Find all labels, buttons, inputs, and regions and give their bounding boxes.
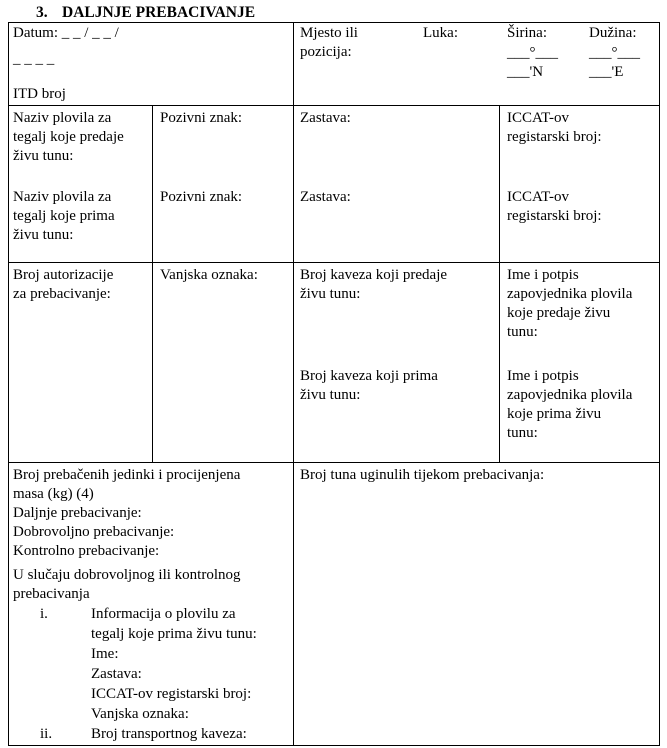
item-i-zastava: Zastava:	[91, 666, 142, 682]
item-ii-marker: ii.	[40, 726, 53, 742]
naziv-predaje-line1: Naziv plovila za	[13, 110, 112, 126]
item-i-vanjska: Vanjska oznaka:	[91, 706, 189, 722]
table-border-bottom	[8, 745, 660, 746]
section-title: DALJNJE PREBACIVANJE	[62, 4, 256, 21]
duzina-minutes: ___'E	[589, 64, 624, 80]
zapovjednik-predaje-line2: zapovjednika plovila	[507, 286, 633, 302]
sirina-degrees: ___°___	[507, 45, 558, 61]
item-i-marker: i.	[40, 606, 48, 622]
mjesto-label: Mjesto ili	[300, 25, 358, 41]
vanjska-oznaka: Vanjska oznaka:	[160, 267, 258, 283]
table-border-top	[8, 22, 660, 23]
section-number: 3.	[36, 4, 48, 21]
center-divider	[293, 22, 294, 746]
table-border-left	[8, 22, 9, 746]
pozicija-label: pozicija:	[300, 44, 352, 60]
zapovjednik-prima-line1: Ime i potpis	[507, 368, 579, 384]
row1-bottom-line	[8, 105, 660, 106]
item-i-line2: tegalj koje prima živu tunu:	[91, 626, 257, 642]
prebaceno-line2: masa (kg) (4)	[13, 486, 94, 502]
pozivni-znak-2: Pozivni znak:	[160, 189, 243, 205]
zapovjednik-prima-line2: zapovjednika plovila	[507, 387, 633, 403]
autorizacija-line2: za prebacivanje:	[13, 286, 111, 302]
itd-label: ITD broj	[13, 86, 66, 102]
pozivni-znak-1: Pozivni znak:	[160, 110, 243, 126]
zastava-2: Zastava:	[300, 189, 351, 205]
zapovjednik-predaje-line3: koje predaje živu	[507, 305, 611, 321]
datum-label: Datum: _ _ / _ _ /	[13, 25, 119, 41]
zapovjednik-prima-line4: tunu:	[507, 425, 538, 441]
kavez-prima-line1: Broj kaveza koji prima	[300, 368, 438, 384]
duzina-label: Dužina:	[589, 25, 637, 41]
naziv-predaje-line3: živu tunu:	[13, 148, 74, 164]
naziv-prima-line3: živu tunu:	[13, 227, 74, 243]
divider-col3	[499, 105, 500, 463]
naziv-prima-line2: tegalj koje prima	[13, 208, 115, 224]
datum-year: _ _ _ _	[13, 51, 55, 67]
zastava-1: Zastava:	[300, 110, 351, 126]
row2-bottom-line	[8, 262, 660, 263]
dobrovoljno-prebacivanje: Dobrovoljno prebacivanje:	[13, 524, 175, 540]
zapovjednik-prima-line3: koje prima živu	[507, 406, 602, 422]
daljnje-prebacivanje: Daljnje prebacivanje:	[13, 505, 142, 521]
sirina-minutes: ___'N	[507, 64, 544, 80]
table-border-right	[659, 22, 660, 746]
u-slucaju-line1: U slučaju dobrovoljnog ili kontrolnog	[13, 567, 241, 583]
kavez-predaje-line1: Broj kaveza koji predaje	[300, 267, 448, 283]
autorizacija-line1: Broj autorizacije	[13, 267, 114, 283]
uginule-tune-label: Broj tuna uginulih tijekom prebacivanja:	[300, 467, 545, 483]
item-ii-text: Broj transportnog kaveza:	[91, 726, 247, 742]
luka-label: Luka:	[423, 25, 458, 41]
item-i-iccat: ICCAT-ov registarski broj:	[91, 686, 252, 702]
naziv-predaje-line2: tegalj koje predaje	[13, 129, 124, 145]
sirina-label: Širina:	[507, 25, 547, 41]
kontrolno-prebacivanje: Kontrolno prebacivanje:	[13, 543, 160, 559]
row3-bottom-line	[8, 462, 660, 463]
zapovjednik-predaje-line4: tunu:	[507, 324, 538, 340]
zapovjednik-predaje-line1: Ime i potpis	[507, 267, 579, 283]
iccat-2-line2: registarski broj:	[507, 208, 602, 224]
item-i-ime: Ime:	[91, 646, 119, 662]
iccat-1-line1: ICCAT-ov	[507, 110, 569, 126]
iccat-1-line2: registarski broj:	[507, 129, 602, 145]
naziv-prima-line1: Naziv plovila za	[13, 189, 112, 205]
iccat-2-line1: ICCAT-ov	[507, 189, 569, 205]
kavez-prima-line2: živu tunu:	[300, 387, 361, 403]
prebaceno-line1: Broj prebačenih jedinki i procijenjena	[13, 467, 241, 483]
item-i-line1: Informacija o plovilu za	[91, 606, 236, 622]
kavez-predaje-line2: živu tunu:	[300, 286, 361, 302]
u-slucaju-line2: prebacivanja	[13, 586, 90, 602]
divider-col1	[152, 105, 153, 463]
duzina-degrees: ___°___	[589, 45, 640, 61]
